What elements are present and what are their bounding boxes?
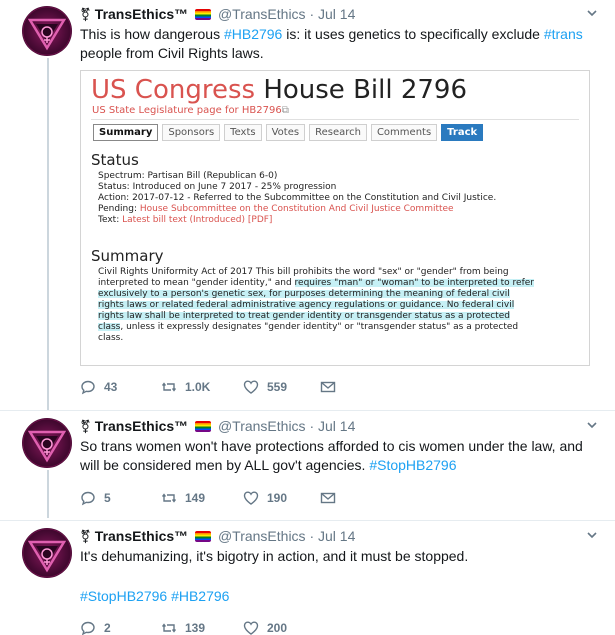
text-value: Latest bill text (Introduced) [PDF] xyxy=(122,215,273,225)
retweet-icon xyxy=(161,379,177,395)
reply-button[interactable] xyxy=(80,378,117,396)
display-name[interactable]: TransEthics™ xyxy=(94,528,189,544)
tab-comments: Comments xyxy=(371,124,437,141)
user-handle[interactable]: @TransEthics xyxy=(217,528,306,544)
retweet-icon xyxy=(161,490,177,506)
direct-message-button[interactable] xyxy=(320,489,344,507)
display-name[interactable]: TransEthics™ xyxy=(94,6,189,22)
card-title-black: House Bill 2796 xyxy=(263,75,468,105)
tab-texts: Texts xyxy=(224,124,261,141)
chevron-down-icon[interactable] xyxy=(584,527,600,543)
tweet-date[interactable]: Jul 14 xyxy=(318,6,356,22)
tab-research: Research xyxy=(309,124,367,141)
tweet-header xyxy=(80,527,600,545)
hashtag-link[interactable]: #trans xyxy=(543,26,583,42)
highlighted-text: rights laws or related federal administrative agency regulations or guidance. No federal civil xyxy=(98,300,515,310)
avatar-logo-icon xyxy=(22,6,72,56)
card-subtitle xyxy=(92,105,289,116)
separator-dot: · xyxy=(309,418,315,434)
heart-icon xyxy=(243,490,259,506)
like-count: 190 xyxy=(267,491,288,505)
summary-line xyxy=(98,311,582,322)
status-body xyxy=(98,171,582,226)
rainbow-flag-icon xyxy=(195,531,211,542)
like-button[interactable] xyxy=(243,619,287,635)
tweet-actions xyxy=(80,489,380,507)
card-divider xyxy=(91,119,579,120)
reply-icon xyxy=(80,379,96,395)
hashtag-links[interactable]: #StopHB2796 #HB2796 xyxy=(80,588,230,604)
rainbow-flag-icon xyxy=(195,421,211,432)
retweet-count: 149 xyxy=(185,491,206,505)
hashtag-link[interactable]: #StopHB2796 xyxy=(369,457,457,473)
summary-text: Civil Rights Uniformity Act of 2017 This bill prohibits the word "sex" or "gender" from being xyxy=(98,267,509,277)
tweet-header xyxy=(80,5,600,23)
tweet-date[interactable]: Jul 14 xyxy=(318,528,356,544)
avatar[interactable] xyxy=(22,418,72,468)
tab-votes: Votes xyxy=(266,124,305,141)
summary-line xyxy=(98,300,582,311)
reply-count: 43 xyxy=(104,380,118,394)
like-count: 559 xyxy=(267,380,288,394)
retweet-icon xyxy=(161,620,177,635)
summary-body xyxy=(98,267,582,344)
external-link-icon: ⧉ xyxy=(281,105,289,116)
tweet-hashtags[interactable] xyxy=(80,587,600,606)
highlighted-text: class xyxy=(98,322,121,332)
summary-line xyxy=(98,333,582,344)
status-heading: Status xyxy=(91,151,139,169)
tweet-actions xyxy=(80,378,380,396)
status-pending xyxy=(98,204,582,215)
display-name[interactable]: TransEthics™ xyxy=(94,418,189,434)
status-spectrum: Spectrum: Partisan Bill (Republican 6-0) xyxy=(98,171,278,181)
tweet-text-segment: people from Civil Rights laws. xyxy=(80,45,264,61)
tab-sponsors: Sponsors xyxy=(162,124,220,141)
envelope-icon xyxy=(320,490,336,506)
status-line: Status: Introduced on June 7 2017 - 25% progression xyxy=(98,182,337,192)
tweet-3[interactable] xyxy=(0,521,615,635)
tweet-header xyxy=(80,417,600,435)
highlighted-text: exclusively to a person's genetic sex, for purposes determining the meaning of federal civil xyxy=(98,289,510,299)
retweet-button[interactable] xyxy=(161,489,205,507)
reply-icon xyxy=(80,490,96,506)
retweet-count: 1.0K xyxy=(185,380,211,394)
avatar-logo-icon xyxy=(22,528,72,578)
reply-button[interactable] xyxy=(80,489,111,507)
summary-line xyxy=(98,289,582,300)
card-title xyxy=(91,75,467,105)
hashtag-link[interactable]: #HB2796 xyxy=(223,26,283,42)
highlighted-text: rights law shall be interpreted to treat gender identity or transgender status as a protected xyxy=(98,311,510,321)
summary-line xyxy=(98,278,582,289)
separator-dot: · xyxy=(309,528,315,544)
rainbow-flag-icon xyxy=(195,9,211,20)
tweet-text: It's dehumanizing, it's bigotry in action, and it must be stopped. xyxy=(80,548,469,564)
summary-heading: Summary xyxy=(91,247,164,265)
tab-summary: Summary xyxy=(93,124,158,141)
transgender-symbol-icon: ⚧ xyxy=(80,529,91,544)
text-label: Text: xyxy=(98,215,123,225)
reply-button[interactable] xyxy=(80,619,111,635)
envelope-icon xyxy=(320,379,336,395)
like-button[interactable] xyxy=(243,489,287,507)
retweet-count: 139 xyxy=(185,621,206,635)
tweet-date[interactable]: Jul 14 xyxy=(318,418,356,434)
separator-dot: · xyxy=(309,6,315,22)
tweet-text xyxy=(80,437,600,475)
chevron-down-icon[interactable] xyxy=(584,5,600,21)
tweet-2[interactable] xyxy=(0,411,615,520)
summary-text: interpreted to mean "gender identity," and xyxy=(98,278,295,288)
tweet-text-segment: is: it uses genetics to specifically exclude xyxy=(282,26,544,42)
user-handle[interactable]: @TransEthics xyxy=(217,418,306,434)
card-title-red: US Congress xyxy=(91,75,256,105)
reply-icon xyxy=(80,620,96,635)
retweet-button[interactable] xyxy=(161,378,210,396)
avatar-logo-icon xyxy=(22,418,72,468)
highlighted-text: requires "man" or "woman" to be interpreted to refer xyxy=(294,278,534,288)
card-tabs xyxy=(93,124,483,141)
avatar[interactable] xyxy=(22,528,72,578)
transgender-symbol-icon: ⚧ xyxy=(80,419,91,434)
tweet-image[interactable] xyxy=(80,70,590,366)
status-text xyxy=(98,215,582,226)
summary-line xyxy=(98,322,582,333)
tweet-text xyxy=(80,25,600,63)
reply-count: 5 xyxy=(104,491,111,505)
summary-text: , unless it expressly designates "gender identity" or "transgender status" as a protected xyxy=(120,322,519,332)
heart-icon xyxy=(243,620,259,635)
reply-count: 2 xyxy=(104,621,111,635)
heart-icon xyxy=(243,379,259,395)
tweet-actions xyxy=(80,619,380,635)
retweet-button[interactable] xyxy=(161,619,205,635)
like-button[interactable] xyxy=(243,378,287,396)
tweet-text-segment: This is how dangerous xyxy=(80,26,224,42)
card-subtitle-text: US State Legislature page for HB2796 xyxy=(92,105,282,116)
like-count: 200 xyxy=(267,621,288,635)
status-action: Action: 2017-07-12 - Referred to the Subcommittee on the Constitution and Civil Justice. xyxy=(98,193,497,203)
pending-label: Pending: xyxy=(98,204,140,214)
summary-text: class. xyxy=(98,333,124,343)
transgender-symbol-icon: ⚧ xyxy=(80,7,91,22)
chevron-down-icon[interactable] xyxy=(584,417,600,433)
tweet-text-segment: So trans women won't have protections afforded to cis women under the law, and will be considered men by ALL gov't agencies. xyxy=(80,438,583,473)
avatar[interactable] xyxy=(22,6,72,56)
tab-track: Track xyxy=(441,124,483,141)
summary-line xyxy=(98,267,582,278)
pending-value: House Subcommittee on the Constitution And Civil Justice Committee xyxy=(139,204,454,214)
direct-message-button[interactable] xyxy=(320,378,344,396)
user-handle[interactable]: @TransEthics xyxy=(217,6,306,22)
